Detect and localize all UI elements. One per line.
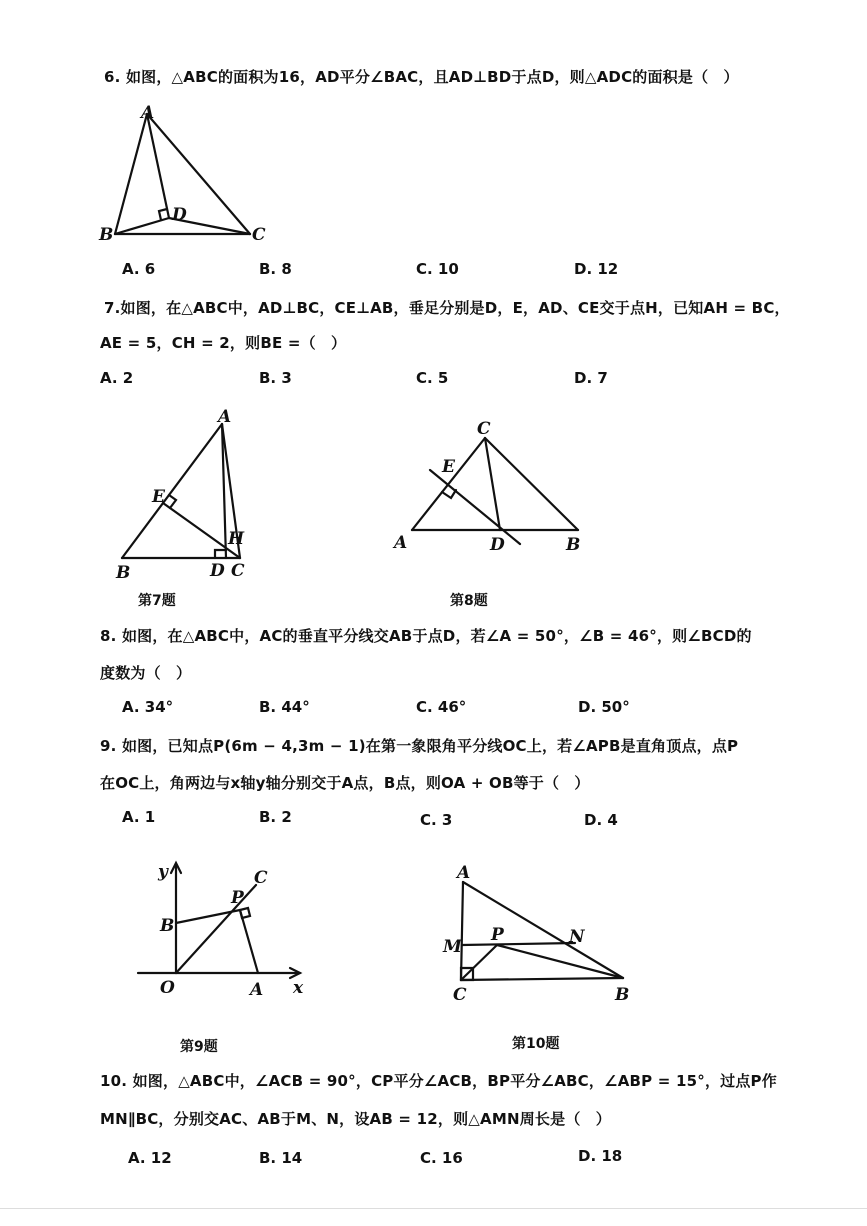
q10-segment-mn — [462, 943, 575, 945]
q10-label-m: M — [443, 937, 462, 957]
q6-label-d: D — [172, 205, 187, 225]
q10-option-a: A. 12 — [128, 1149, 172, 1167]
q7-text-line1: 7.如图，在△ABC中，AD⊥BC，CE⊥AB，垂足分别是D，E，AD、CE交于点H，已知AH = BC， — [104, 299, 790, 317]
q6-option-d: D. 12 — [574, 260, 619, 278]
q8-text-line1: 8. 如图，在△ABC中，AC的垂直平分线交AB于点D，若∠A = 50°，∠B = 46°，则∠BCD的 — [100, 627, 752, 645]
q9-label-p: P — [231, 888, 244, 908]
q8-option-d: D. 50° — [578, 698, 630, 716]
q6-segment-ad — [147, 114, 169, 218]
q8-label-a: A — [394, 533, 408, 553]
q10-option-d: D. 18 — [578, 1147, 623, 1165]
q9-figure — [130, 855, 320, 1000]
q9-label-x: x — [293, 978, 304, 998]
q9-label-b: B — [160, 916, 175, 936]
q8-option-c: C. 46° — [416, 698, 467, 716]
q8-figure — [390, 410, 590, 560]
q8-label-b: B — [566, 535, 581, 555]
q8-segment-cb — [485, 438, 578, 530]
q9-segment-pa — [240, 910, 258, 973]
q9-text-line2: 在OC上，角两边与x轴y轴分别交于A点，B点，则OA + OB等于（ ） — [100, 774, 590, 792]
q10-label-c: C — [453, 985, 467, 1005]
q7-right-angle-mark-e — [169, 495, 176, 508]
q7-label-c: C — [231, 561, 245, 581]
q8-caption: 第8题 — [450, 593, 488, 609]
q6-segment-ab — [115, 114, 147, 234]
q6-option-c: C. 10 — [416, 260, 459, 278]
q10-segment-cp — [461, 945, 497, 980]
q7-segment-ab — [122, 424, 222, 558]
q6-label-b: B — [99, 225, 114, 245]
q8-label-c: C — [477, 419, 491, 439]
q10-segment-ac — [461, 882, 463, 980]
q7-label-b: B — [116, 563, 131, 583]
q9-label-y: y — [158, 862, 168, 882]
q10-segment-ab — [463, 882, 623, 978]
q10-segment-cb — [461, 978, 623, 980]
q7-label-a: A — [218, 407, 232, 427]
q10-label-n: N — [569, 927, 585, 947]
q8-option-a: A. 34° — [122, 698, 174, 716]
q10-label-a: A — [457, 863, 471, 883]
q9-bisector-oc — [176, 885, 256, 973]
q9-option-c: C. 3 — [420, 811, 453, 829]
q10-option-c: C. 16 — [420, 1149, 463, 1167]
q10-text-line2: MN∥BC，分别交AC、AB于M、N，设AB = 12，则△AMN周长是（ ） — [100, 1110, 611, 1128]
page-bottom-divider — [0, 1208, 867, 1209]
q9-label-c: C — [254, 868, 268, 888]
q7-option-b: B. 3 — [259, 369, 292, 387]
q7-option-a: A. 2 — [100, 369, 134, 387]
q6-segment-ac — [147, 114, 250, 234]
q9-option-b: B. 2 — [259, 808, 292, 826]
q7-label-d: D — [210, 561, 225, 581]
q6-label-c: C — [252, 225, 266, 245]
q9-option-a: A. 1 — [122, 808, 156, 826]
q10-label-b: B — [615, 985, 630, 1005]
q10-option-b: B. 14 — [259, 1149, 303, 1167]
q8-text-line2: 度数为（ ） — [100, 664, 192, 682]
q6-text: 6. 如图，△ABC的面积为16，AD平分∠BAC，且AD⊥BD于点D，则△ADC的面积是（ ） — [104, 68, 739, 86]
q9-caption: 第9题 — [180, 1039, 218, 1055]
q9-segment-bp — [176, 910, 240, 923]
q8-option-b: B. 44° — [259, 698, 310, 716]
q9-label-a: A — [250, 980, 264, 1000]
q7-figure — [110, 400, 260, 585]
q7-option-c: C. 5 — [416, 369, 449, 387]
q7-label-h: H — [228, 529, 245, 549]
q6-figure — [95, 100, 285, 250]
q7-option-d: D. 7 — [574, 369, 608, 387]
q10-text-line1: 10. 如图，△ABC中，∠ACB = 90°，CP平分∠ACB，BP平分∠ABC，∠ABP = 15°，过点P作 — [100, 1072, 777, 1090]
q9-text-line1: 9. 如图，已知点P(6m − 4,3m − 1)在第一象限角平分线OC上，若∠APB是直角顶点，点P — [100, 737, 739, 755]
q8-label-e: E — [442, 457, 455, 477]
q6-label-a: A — [141, 103, 155, 123]
q8-perpendicular-bisector — [430, 470, 520, 544]
q10-label-p: P — [491, 925, 504, 945]
q7-right-angle-mark-d — [215, 550, 226, 558]
q9-option-d: D. 4 — [584, 811, 618, 829]
q6-option-a: A. 6 — [122, 260, 156, 278]
q7-text-line2: AE = 5，CH = 2，则BE =（ ） — [100, 334, 347, 352]
q8-label-d: D — [490, 535, 505, 555]
q10-segment-pb — [497, 945, 623, 978]
q6-option-b: B. 8 — [259, 260, 292, 278]
q7-label-e: E — [152, 487, 165, 507]
q9-right-angle-mark — [240, 908, 250, 918]
q9-label-o: O — [160, 978, 175, 998]
q10-caption: 第10题 — [512, 1036, 560, 1052]
q7-caption: 第7题 — [138, 593, 176, 609]
q10-figure — [435, 860, 635, 1005]
